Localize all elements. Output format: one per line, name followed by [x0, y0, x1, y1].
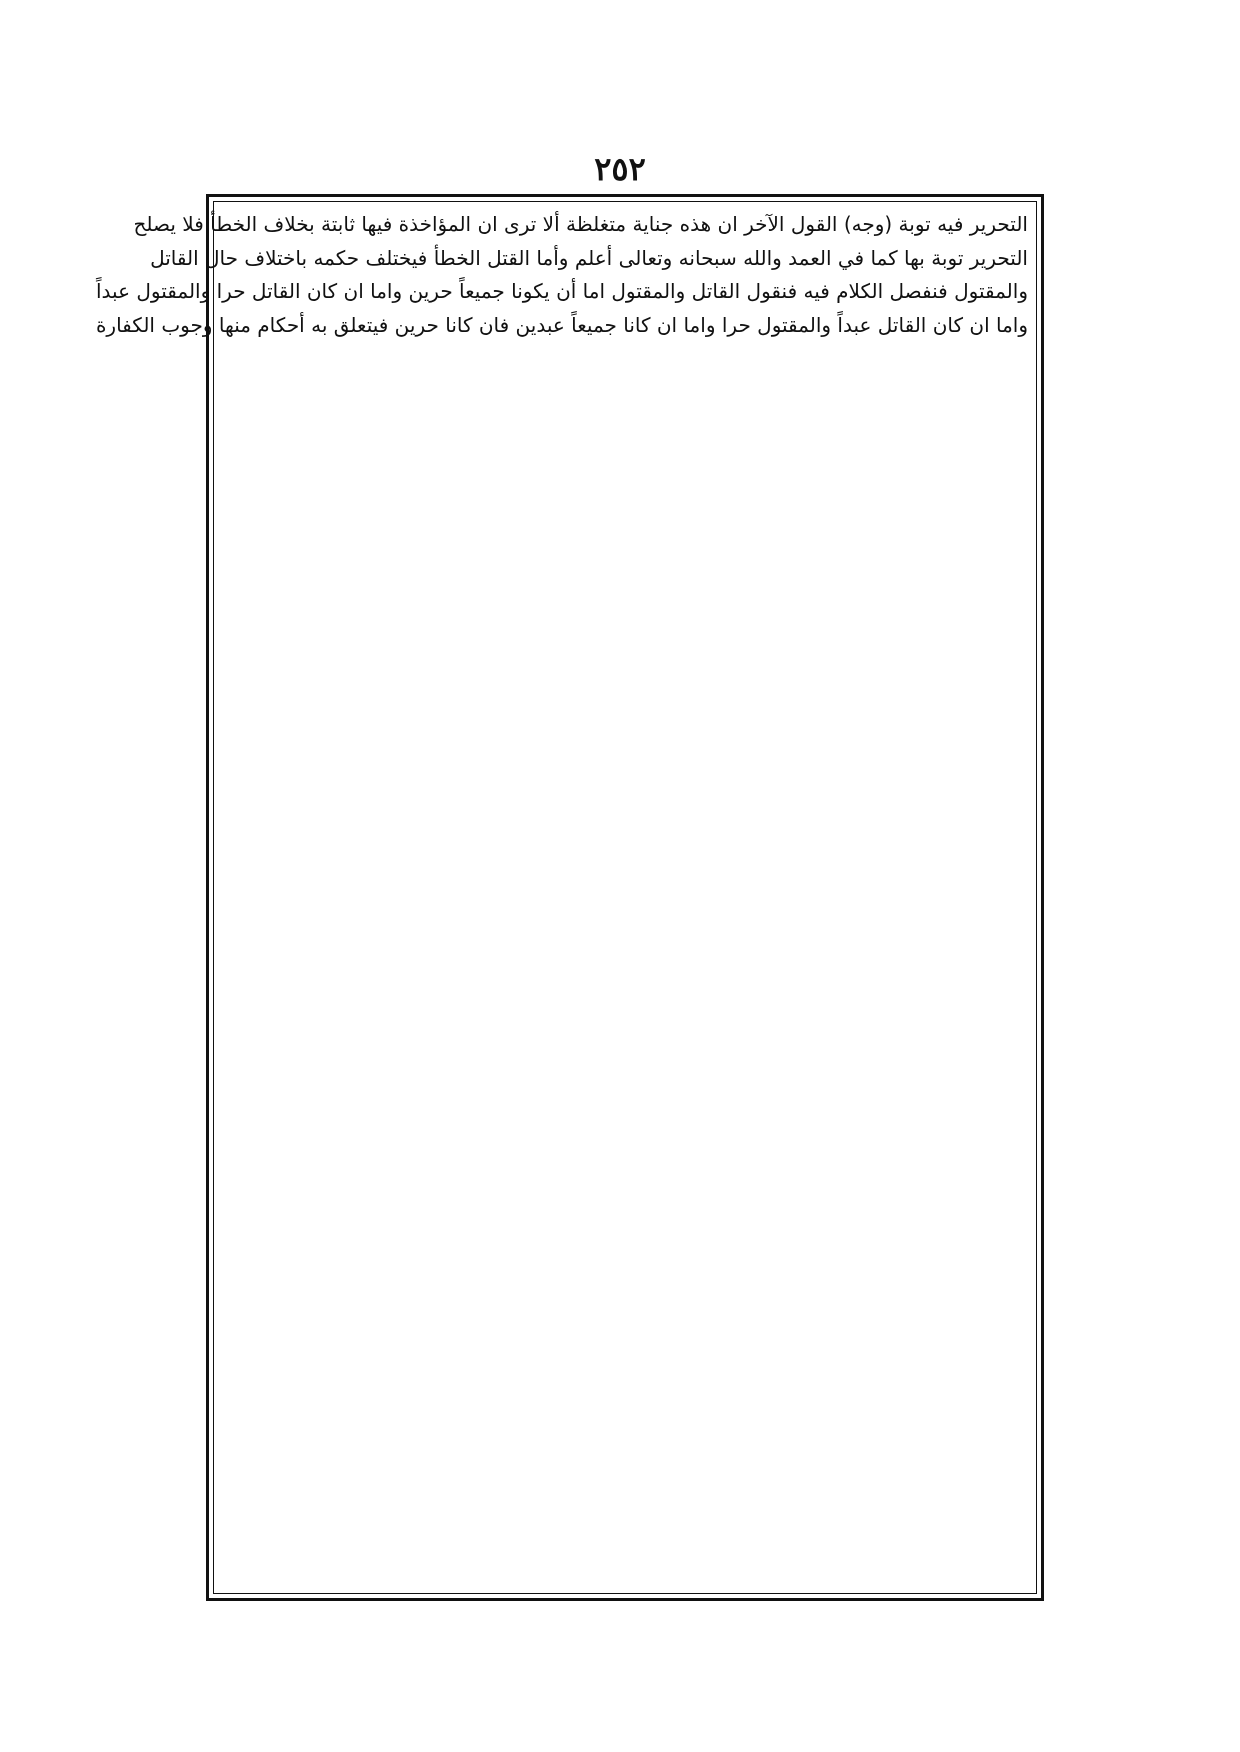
text-line — [222, 1352, 1028, 1386]
text-line — [222, 612, 1028, 646]
text-line — [222, 1521, 1028, 1555]
text-line — [222, 814, 1028, 848]
text-line — [222, 1150, 1028, 1184]
text-line — [222, 545, 1028, 579]
text-line — [222, 1319, 1028, 1353]
text-line — [222, 646, 1028, 680]
text-line — [222, 1016, 1028, 1050]
text-line: واما ان كان القاتل عبداً والمقتول حرا واما ان كانا جميعاً عبدين فان كانا حرين فيتعلق به أحكام منها وجوب الكفارة — [95, 312, 1028, 337]
text-line — [222, 477, 1028, 511]
text-line — [222, 1117, 1028, 1151]
text-line — [222, 511, 1028, 545]
text-line — [222, 1487, 1028, 1521]
text-line — [222, 343, 1028, 377]
text-line — [222, 1184, 1028, 1218]
text-line — [222, 578, 1028, 612]
text-line: التحرير توبة بها كما في العمد والله سبحانه وتعالى أعلم وأما القتل الخطأ فيختلف حكمه باختلاف حال القاتل — [150, 245, 1028, 270]
text-line — [222, 1453, 1028, 1487]
text-line — [222, 1420, 1028, 1454]
page-number: ٢٥٢ — [594, 150, 646, 188]
text-line — [222, 376, 1028, 410]
text-line — [222, 1251, 1028, 1285]
text-line — [222, 713, 1028, 747]
text-line: التحرير فيه توبة (وجه) القول الآخر ان هذه جناية متغلظة ألا ترى ان المؤاخذة فيها ثابتة بخلاف الخطأ فلا يصلح — [133, 212, 1028, 236]
text-line — [222, 747, 1028, 781]
text-line — [222, 948, 1028, 982]
text-line — [222, 1218, 1028, 1252]
text-line — [222, 1285, 1028, 1319]
text-line — [222, 881, 1028, 915]
text-line — [222, 982, 1028, 1016]
text-line — [222, 410, 1028, 444]
text-line — [222, 1554, 1028, 1588]
text-line — [222, 1083, 1028, 1117]
text-line — [222, 847, 1028, 881]
text-line — [222, 444, 1028, 478]
text-body — [95, 208, 1028, 1588]
text-line — [222, 780, 1028, 814]
text-line: والمقتول فنفصل الكلام فيه فنقول القاتل والمقتول اما أن يكونا جميعاً حرين واما ان كان القاتل حرا والمقتول عبداً — [95, 279, 1028, 304]
text-line — [222, 1386, 1028, 1420]
text-line — [222, 915, 1028, 949]
text-line — [222, 1049, 1028, 1083]
text-line — [222, 679, 1028, 713]
